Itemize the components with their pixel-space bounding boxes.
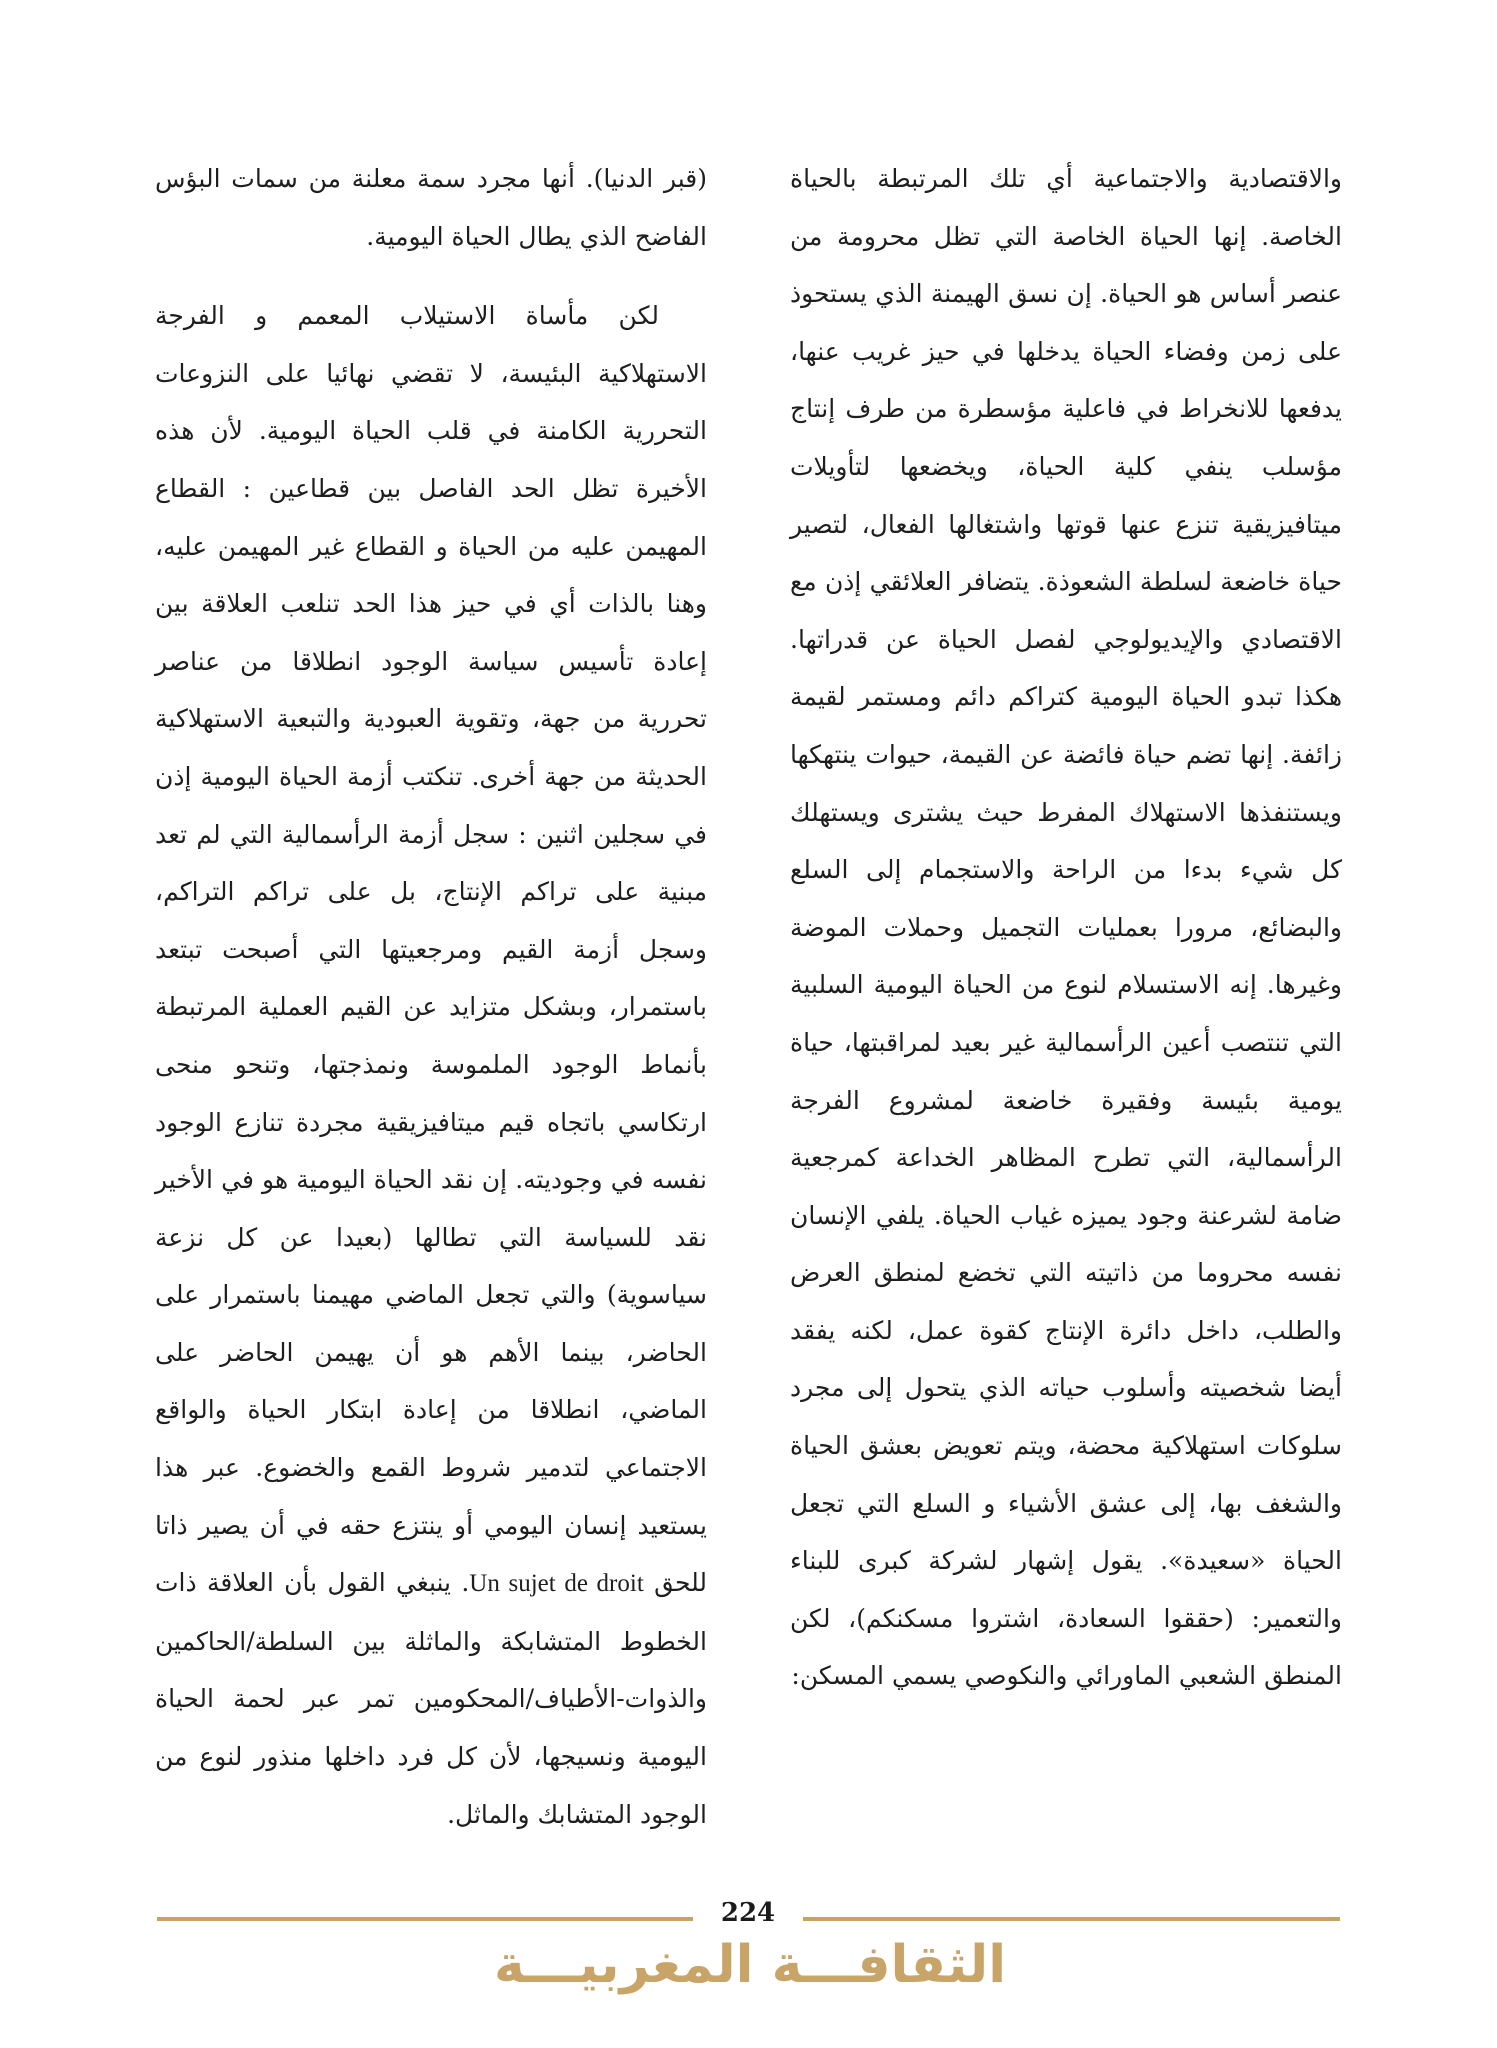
footer-rule-left bbox=[157, 1917, 693, 1921]
left-text-column bbox=[155, 150, 707, 1843]
paragraph-text: . ينبغي القول بأن العلاقة ذات الخطوط المتشابكة والماثلة بين السلطة/الحاكمين والذوات-الأطياف/المحكومين تمر عبر لحمة الحياة اليومية ونسيجها، لأن كل فرد داخلها منذور لنوع من الوجود المتشابك والماثل. bbox=[155, 1568, 707, 1829]
footer-rule-right bbox=[803, 1917, 1340, 1921]
magazine-masthead: الثقافـــة المغربيـــة bbox=[493, 1935, 1007, 1995]
page-number: 224 bbox=[720, 1898, 776, 1928]
body-paragraph: والاقتصادية والاجتماعية أي تلك المرتبطة بالحياة الخاصة. إنها الحياة الخاصة التي تظل محرومة من عنصر أساس هو الحياة. إن نسق الهيمنة الذي يستحوذ على زمن وفضاء الحياة يدخلها في حيز غريب عنها، يدفعها للانخراط في فاعلية مؤسطرة من طرف إنتاج مؤسلب ينفي كلية الحياة، ويخضعها لتأويلات ميتافيزيقية تنزع عنها قوتها واشتغالها الفعال، لتصير حياة خاضعة لسلطة الشعوذة. يتضافر العلائقي إذن مع الاقتصادي والإيديولوجي لفصل الحياة عن قدراتها. هكذا تبدو الحياة اليومية كتراكم دائم ومستمر لقيمة زائفة. إنها تضم حياة فائضة عن القيمة، حيوات ينتهكها ويستنفذها الاستهلاك المفرط حيث يشترى ويستهلك كل شيء بدءا من الراحة والاستجمام إلى السلع والبضائع، مرورا بعمليات التجميل وحملات الموضة وغيرها. إنه الاستسلام لنوع من الحياة اليومية السلبية التي تنتصب أعين الرأسمالية غير بعيد لمراقبتها، حياة يومية بئيسة وفقيرة خاضعة لمشروع الفرجة الرأسمالية، التي تطرح المظاهر الخداعة كمرجعية ضامة لشرعنة وجود يميزه غياب الحياة. يلفي الإنسان نفسه محروما من ذاتيته التي تخضع لمنطق العرض والطلب، داخل دائرة الإنتاج كقوة عمل، لكنه يفقد أيضا شخصيته وأسلوب حياته الذي يتحول إلى مجرد سلوكات استهلاكية محضة، ويتم تعويض بعشق الحياة والشغف بها، إلى عشق الأشياء و السلع التي تجعل الحياة «سعيدة». يقول إشهار لشركة كبرى للبناء والتعمير: (حققوا السعادة، اشتروا مسكنكم)، لكن المنطق الشعبي الماورائي والنكوصي يسمي المسكن: bbox=[790, 164, 1342, 1691]
right-text-column bbox=[790, 150, 1342, 1705]
paragraph-text: لكن مأساة الاستيلاب المعمم و الفرجة الاستهلاكية البئيسة، لا تقضي نهائيا على النزوعات التحررية الكامنة في قلب الحياة اليومية. لأن هذه الأخيرة تظل الحد الفاصل بين قطاعين : القطاع المهيمن عليه من الحياة و القطاع غير المهيمن عليه، وهنا بالذات أي في حيز هذا الحد تنلعب العلاقة بين إعادة تأسيس سياسة الوجود انطلاقا من عناصر تحررية من جهة، وتقوية العبودية والتبعية الاستهلاكية الحديثة من جهة أخرى. تنكتب أزمة الحياة اليومية إذن في سجلين اثنين : سجل أزمة الرأسمالية التي لم تعد مبنية على تراكم الإنتاج، بل على تراكم التراكم، وسجل أزمة القيم ومرجعيتها التي أصبحت تبتعد باستمرار، وبشكل متزايد عن القيم العملية المرتبطة بأنماط الوجود الملموسة ونمذجتها، وتنحو منحى ارتكاسي باتجاه قيم ميتافيزيقية مجردة تنازع الوجود نفسه في وجوديته. إن نقد الحياة اليومية هو في الأخير نقد للسياسة التي تطالها (بعيدا عن كل نزعة سياسوية) والتي تجعل الماضي مهيمنا باستمرار على الحاضر، بينما الأهم هو أن يهيمن الحاضر على الماضي، انطلاقا من إعادة ابتكار الحياة والواقع الاجتماعي لتدمير شروط القمع والخضوع. عبر هذا يستعيد إنسان اليومي أو ينتزع حقه في أن يصير ذاتا للحق bbox=[155, 301, 708, 1598]
continued-paragraph: (قبر الدنيا). أنها مجرد سمة معلنة من سمات البؤس الفاضح الذي يطال الحياة اليومية. bbox=[155, 164, 707, 251]
latin-phrase: Un sujet de droit bbox=[469, 1570, 644, 1598]
body-paragraph bbox=[155, 287, 707, 1843]
